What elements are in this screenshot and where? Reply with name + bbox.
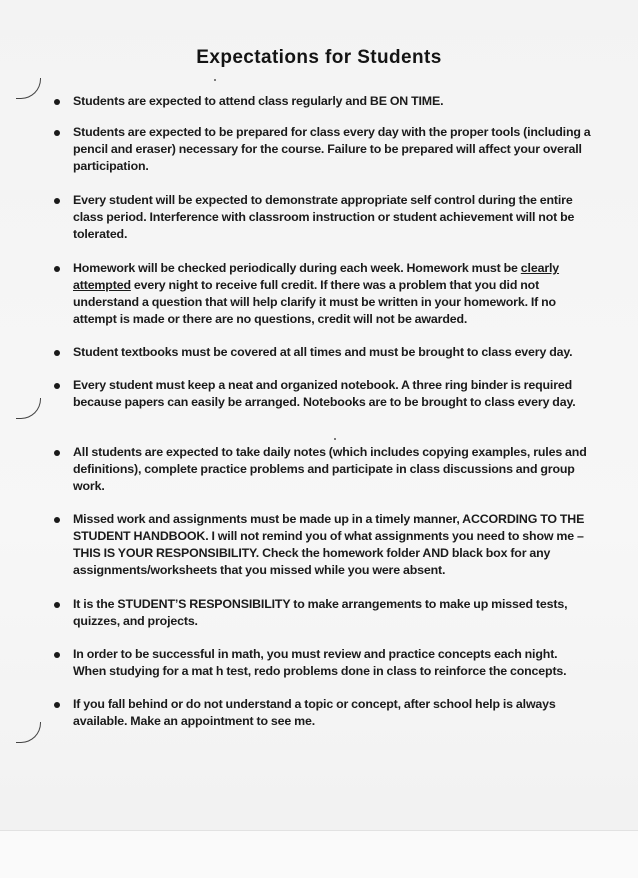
- bullet: [54, 450, 60, 456]
- text-segment: Homework will be checked periodically during each week. Homework must be: [73, 261, 521, 275]
- text-segment: every night to receive full credit. If there was a problem that you did not understand a question that will help clarify it must be written in your homework. If no attempt is made or there are no questions, credit will not be awarded.: [73, 278, 556, 326]
- list-item-text: Student textbooks must be covered at all times and must be brought to class every day.: [73, 345, 573, 359]
- list-item-text: Every student must keep a neat and organized notebook. A three ring binder is required because papers can easily be arranged. Notebooks are to be brought to class every day.: [73, 378, 576, 409]
- bullet: [54, 517, 60, 523]
- page-bottom-edge: [0, 830, 638, 878]
- list-item-text: Students are expected to attend class regularly and BE ON TIME.: [73, 94, 444, 108]
- list-item-text: If you fall behind or do not understand a topic or concept, after school help is always available. Make an appointment to see me.: [73, 697, 556, 728]
- list-item-text: Missed work and assignments must be made up in a timely manner, ACCORDING TO THE STUDENT HANDBOOK. I will not remind you of what assignments you need to show me – THIS IS YOUR RESPONSIBILITY. Check the homework folder AND black box for any assignments/worksheets that you missed while you were absent.: [73, 512, 585, 577]
- underlined-phrase: clearly attempted: [73, 261, 560, 292]
- bullet: [54, 130, 60, 136]
- bullet: [54, 350, 60, 356]
- page-title: Expectations for Students: [196, 47, 442, 68]
- bullet: [54, 99, 60, 105]
- bullet: [54, 383, 60, 389]
- list-item-text: [73, 260, 593, 328]
- list-item-text: It is the STUDENT’S RESPONSIBILITY to make arrangements to make up missed tests, quizzes, and projects.: [73, 597, 568, 628]
- bullet: [54, 602, 60, 608]
- list-item-text: Students are expected to be prepared for class every day with the proper tools (including a pencil and eraser) necessary for the course. Failure to be prepared will affect your overall participation.: [73, 125, 591, 173]
- list-item-text: In order to be successful in math, you must review and practice concepts each night. When studying for a mat h test, redo problems done in class to reinforce the concepts.: [73, 647, 567, 678]
- list-item-text: All students are expected to take daily notes (which includes copying examples, rules and definitions), complete practice problems and participate in class discussions and group work.: [73, 445, 587, 493]
- bullet: [54, 652, 60, 658]
- bullet: [54, 198, 60, 204]
- bullet: [54, 266, 60, 272]
- list-item-text: Every student will be expected to demonstrate appropriate self control during the entire class period. Interference with classroom instruction or student achievement will not be tolerated.: [73, 193, 575, 241]
- bullet: [54, 702, 60, 708]
